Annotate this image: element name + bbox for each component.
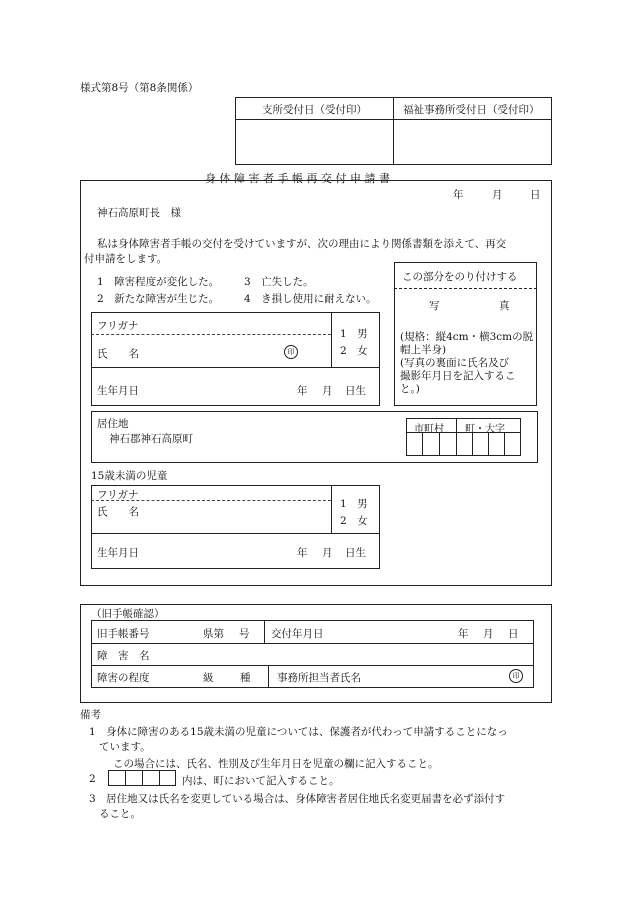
photo-note-1: (写真の裏面に氏名及び [400, 357, 510, 369]
child-heading: 15歳未満の児童 [91, 470, 168, 482]
note-1-line3: この場合には、氏名、性別及び生年月日を児童の欄に記入すること。 [113, 758, 439, 770]
child-birth-year: 年 [297, 547, 308, 559]
old-issue-date-label: 交付年月日 [271, 628, 324, 640]
old-notebook-heading: （旧手帳確認） [91, 608, 165, 620]
town-label: 町・大字 [465, 424, 505, 435]
residence-label: 居住地 [97, 418, 129, 430]
photo-glue-note: この部分をのり付けする [402, 271, 518, 283]
photo-spec-2: 帽上半身) [400, 344, 447, 356]
child-male: 1 男 [340, 498, 368, 510]
photo-label-right: 真 [499, 300, 510, 312]
old-issue-month: 月 [483, 628, 494, 640]
officer-name-label: 事務所担当者氏名 [277, 672, 361, 684]
reason-1: 1 障害程度が変化した。 [97, 276, 220, 288]
reason-4: 4 き損し使用に耐えない。 [244, 293, 377, 305]
intro-text-line1: 私は身体障害者手帳の交付を受けていますが、次の理由により関係書類を添えて、再交 [97, 238, 507, 250]
degree-type-label: 種 [240, 672, 251, 684]
applicant-birth-label: 生年月日 [97, 385, 139, 397]
old-number-suffix: 号 [239, 628, 250, 640]
welfare-reception-label: 福祉事務所受付日（受付印） [403, 104, 540, 116]
applicant-seal-icon: 印 [284, 345, 298, 359]
date-year: 年 [453, 189, 464, 201]
child-birth-day: 日生 [345, 547, 366, 559]
notes-heading: 備考 [80, 709, 101, 721]
applicant-name-label: 氏 名 [97, 348, 139, 360]
photo-note-2: 撮影年月日を記入するこ [400, 370, 516, 382]
photo-spec-1: (規格：縦4cm・横3cmの脱 [400, 331, 534, 343]
date-day: 日 [530, 189, 541, 201]
applicant-male: 1 男 [340, 328, 368, 340]
old-issue-year: 年 [458, 628, 469, 640]
child-birth-label: 生年月日 [97, 547, 139, 559]
child-female: 2 女 [340, 515, 368, 527]
addressee: 神石高原町長 様 [97, 207, 181, 219]
note-1-line2: ています。 [99, 741, 151, 753]
applicant-birth-day: 日生 [345, 385, 366, 397]
applicant-birth-month: 月 [322, 385, 333, 397]
degree-grade-label: 級 [203, 672, 214, 684]
note-2-text: 内は、町において記入すること。 [182, 775, 340, 787]
branch-reception-label: 支所受付日（受付印） [262, 104, 367, 116]
note-1-line1: 1 身体に障害のある15歳未満の児童については、保護者が代わって申請することになっ [89, 726, 508, 738]
old-issue-day: 日 [508, 628, 519, 640]
applicant-birth-year: 年 [297, 385, 308, 397]
officer-seal-icon: 印 [509, 669, 523, 683]
note-2-number: 2 [89, 773, 96, 785]
intro-text-line2: 付申請をします。 [84, 253, 168, 265]
old-prefecture-label: 県第 [203, 628, 224, 640]
child-furigana-label: フリガナ [97, 489, 139, 501]
form-number: 様式第8号（第8条関係） [80, 82, 199, 94]
child-birth-month: 月 [322, 547, 333, 559]
date-month: 月 [492, 189, 503, 201]
child-name-label: 氏 名 [97, 506, 139, 518]
applicant-furigana-label: フリガナ [97, 320, 139, 332]
form-title: 身 体 障 害 者 手 帳 再 交 付 申 請 書 [205, 172, 390, 185]
disability-name-label: 障 害 名 [97, 650, 150, 662]
residence-address: 神石郡神石高原町 [109, 433, 193, 445]
photo-note-3: と。) [400, 383, 420, 395]
photo-label-left: 写 [429, 300, 440, 312]
reason-3: 3 亡失した。 [244, 276, 314, 288]
municipality-label: 市町村 [414, 424, 444, 435]
note-3-line1: 3 居住地又は氏名を変更している場合は、身体障害者居住地氏名変更届書を必ず添付す [89, 793, 506, 805]
note-3-line2: ること。 [99, 808, 141, 820]
disability-degree-label: 障害の程度 [97, 672, 150, 684]
applicant-female: 2 女 [340, 345, 368, 357]
reason-2: 2 新たな障害が生じた。 [97, 293, 220, 305]
old-number-label: 旧手帳番号 [97, 628, 150, 640]
